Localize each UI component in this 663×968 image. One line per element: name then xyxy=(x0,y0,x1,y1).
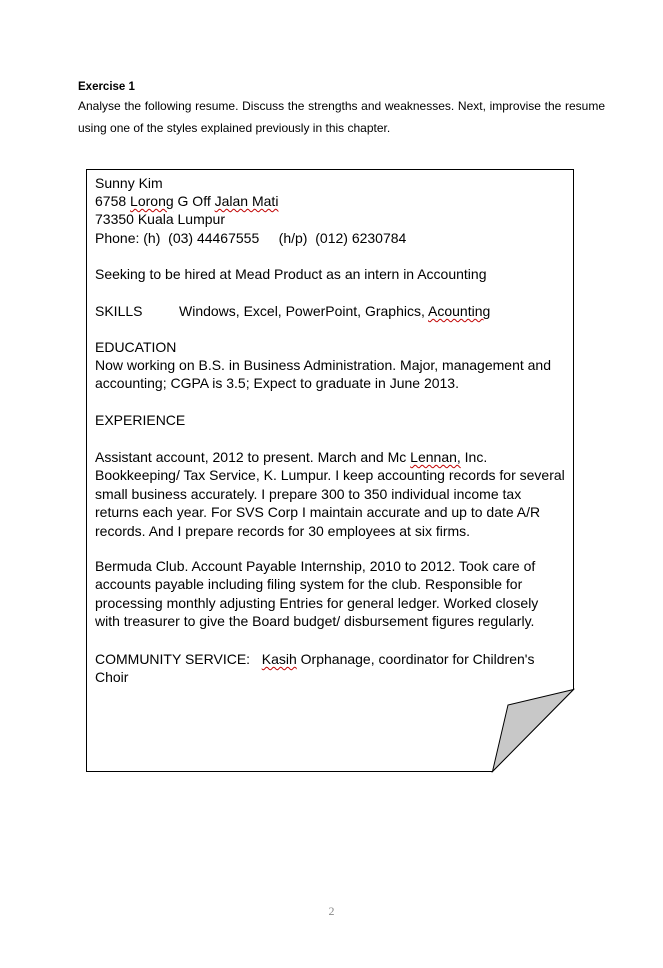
skills-label: SKILLS xyxy=(95,303,143,319)
experience-item-1 xyxy=(95,448,565,540)
exp1-after: Inc. Bookkeeping/ Tax Service, K. Lumpur. I keep accounting records for several small business accurately. I prepare 300 to 350 individual income tax returns each year. For SVS Corp I maintain accurate and up to date A/R records. And I prepare records for 30 employees at six firms. xyxy=(95,449,565,539)
skills-last: Acounting xyxy=(428,303,491,319)
exercise-title: Exercise 1 xyxy=(78,81,135,93)
community-service xyxy=(95,650,565,687)
exp1-name: Lennan, xyxy=(410,449,461,465)
education-text: Now working on B.S. in Business Administration. Major, management and accounting; CGPA is 3.5; Expect to graduate in June 2013. xyxy=(95,357,552,392)
experience-item-2: Bermuda Club. Account Payable Internship, 2010 to 2012. Took care of accounts payable including filing system for the club. Responsible for processing monthly adjusting Entries for general ledger. Worked closely with treasurer to give the Board budget/ disbursement figures regularly. xyxy=(95,558,539,630)
resume-objective: Seeking to be hired at Mead Product as an intern in Accounting xyxy=(95,266,487,282)
skills-line xyxy=(179,302,490,320)
community-text: Orphanage, coordinator for Children's Choir xyxy=(95,651,535,686)
page-number: 2 xyxy=(328,904,335,918)
community-org: Kasih xyxy=(261,651,297,667)
exp1-before: Assistant account, 2012 to present. March and Mc xyxy=(95,449,407,465)
address-number: 6758 xyxy=(95,193,127,209)
resume-name: Sunny Kim xyxy=(95,175,163,191)
exercise-instruction: Analyse the following resume. Discuss the strengths and weaknesses. Next, improvise the resume using one of the styles explained previously in this chapter. xyxy=(78,99,605,135)
address-street2: Jalan Mati xyxy=(214,193,279,209)
experience-heading: EXPERIENCE xyxy=(95,412,186,428)
resume-address-city: 73350 Kuala Lumpur xyxy=(95,211,225,227)
resume-address-line1 xyxy=(95,192,278,210)
education-heading: EDUCATION xyxy=(95,339,177,355)
community-label: COMMUNITY SERVICE: xyxy=(95,651,251,667)
skills-list: Windows, Excel, PowerPoint, Graphics, xyxy=(179,303,425,319)
address-street1: Lorong xyxy=(130,193,174,209)
resume-phone: Phone: (h) (03) 44467555 (h/p) (012) 6230784 xyxy=(95,230,407,246)
address-mid: G Off xyxy=(177,193,211,209)
